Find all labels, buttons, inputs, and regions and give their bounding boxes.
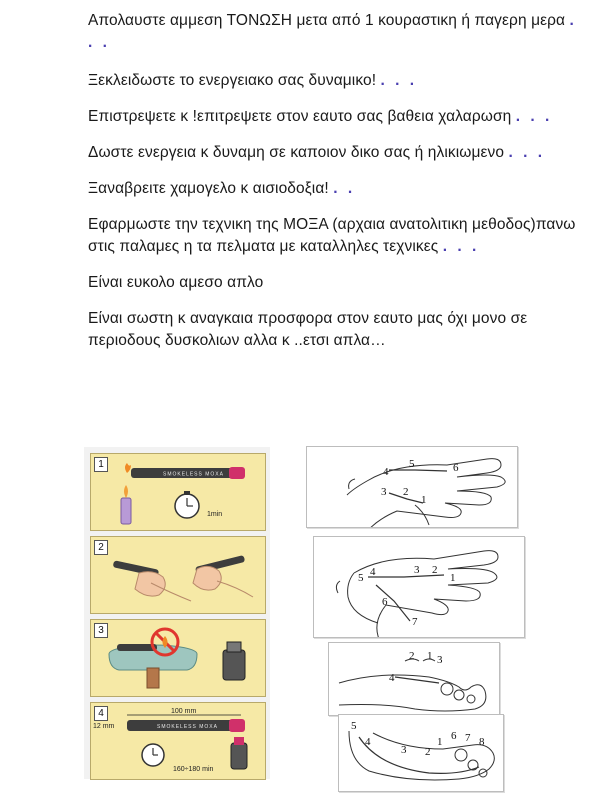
point-label: 2	[403, 486, 409, 498]
point-label: 5	[351, 720, 357, 732]
point-label: 6	[382, 596, 388, 608]
paragraph-4: Δωστε ενεργεια κ δυναμη σε καποιον δικο σας ή ηλικιωμενο . . .	[88, 144, 546, 161]
paragraph-5: Ξαναβρειτε χαμογελο κ αισιοδοξια! . .	[88, 180, 356, 197]
point-label: 1	[427, 650, 433, 662]
duration-label: 160÷180 min	[173, 766, 214, 773]
point-label: 6	[453, 462, 459, 474]
moxa-tip-icon	[229, 467, 245, 479]
palm-diagram	[314, 537, 524, 637]
point-label: 5	[409, 458, 415, 470]
instruction-panel-3	[90, 619, 266, 697]
foot-side-chart	[338, 714, 504, 792]
diameter-label: 12 mm	[93, 723, 115, 730]
instruction-panel-1	[90, 453, 266, 531]
promo-text	[88, 10, 588, 366]
paragraph-1: Απολαυστε αμμεση ΤΟΝΩΣΗ μετα από 1 κουραστικη ή παγερη μερα . . .	[88, 12, 577, 51]
extinguisher-cap-icon	[223, 650, 245, 680]
point-label: 7	[465, 732, 471, 744]
foot-top-diagram	[329, 643, 499, 715]
panel-number: 4	[94, 706, 108, 721]
paragraph-6: Εφαρμωστε την τεχνικη της ΜΟΞΑ (αρχαια ανατολιτικη μεθοδος)πανω στις παλαμες η τα πελματα με καταλληλες τεχνικες . . .	[88, 216, 576, 255]
panel-number: 1	[94, 457, 108, 472]
point-label: 4	[389, 672, 395, 684]
point-label: 1	[421, 494, 427, 506]
point-label: 8	[479, 736, 485, 748]
hand-icon	[135, 572, 165, 596]
moxa-instruction-strip	[84, 447, 270, 779]
point-label: 1	[450, 572, 456, 584]
point-label: 3	[401, 744, 407, 756]
paragraph-7: Είναι ευκολο αμεσο απλο	[88, 274, 264, 291]
timer-label: 1min	[207, 511, 223, 518]
dimensions-illustration	[91, 703, 265, 779]
stick-label: SMOKELESS MOXA	[157, 724, 218, 730]
point-label: 3	[414, 564, 420, 576]
point-label: 4	[383, 466, 389, 478]
point-label: 6	[451, 730, 457, 742]
foot-side-diagram	[339, 715, 503, 791]
paragraph-8: Είναι σωστη κ αναγκαια προσφορα στον εαυτο μας όχι μονο σε περιοδους δυσκολιων αλλα κ ..ετσι απλα…	[88, 310, 528, 349]
palm-chart	[313, 536, 525, 638]
hands-illustration	[91, 537, 265, 613]
point-label: 4	[370, 566, 376, 578]
foot-top-chart	[328, 642, 500, 716]
point-label: 2	[425, 746, 431, 758]
panel-number: 3	[94, 623, 108, 638]
point-label: 2	[432, 564, 438, 576]
hand-icon	[193, 566, 221, 590]
foot-outline-icon	[349, 731, 494, 780]
stick-label: SMOKELESS MOXA	[163, 471, 224, 478]
lighter-flame-icon	[124, 485, 128, 498]
lighter-icon	[121, 498, 131, 524]
paragraph-3: Επιστρεψετε κ !επιτρεψετε στον εαυτο σας βαθεια χαλαρωση . . .	[88, 108, 553, 125]
point-label: 4	[365, 736, 371, 748]
instruction-panel-2	[90, 536, 266, 614]
hand-outline-icon	[354, 551, 498, 637]
point-label: 3	[381, 486, 387, 498]
rotate-arrow-icon	[336, 581, 340, 593]
hand-back-diagram	[307, 447, 517, 527]
point-label: 2	[409, 650, 415, 662]
instruction-panel-4	[90, 702, 266, 780]
point-label: 5	[358, 572, 364, 584]
flame-icon	[125, 463, 131, 473]
lighting-illustration	[91, 454, 265, 530]
hand-outline-icon	[347, 459, 505, 527]
length-label: 100 mm	[171, 708, 197, 715]
point-label: 3	[437, 654, 443, 666]
point-label: 7	[412, 616, 418, 628]
cap-icon	[231, 743, 247, 769]
panel-number: 2	[94, 540, 108, 555]
paragraph-2: Ξεκλειδωστε το ενεργειακο σας δυναμικο! . . .	[88, 72, 418, 89]
safety-illustration	[91, 620, 265, 696]
point-label: 1	[437, 736, 443, 748]
hand-back-chart	[306, 446, 518, 528]
rotate-arrow-icon	[349, 479, 355, 489]
moxa-tip-icon	[229, 719, 245, 732]
